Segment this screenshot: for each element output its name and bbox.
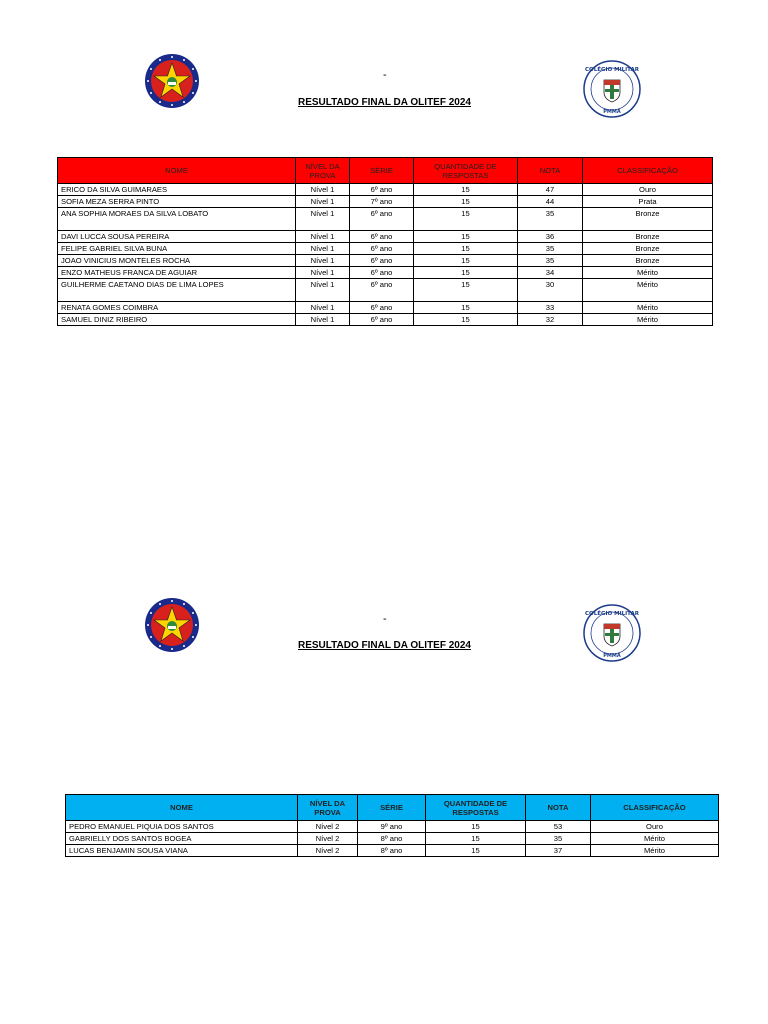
cell-serie: 6º ano: [350, 314, 414, 326]
cell-classificacao: Ouro: [583, 184, 713, 196]
header-nota: NOTA: [518, 158, 583, 184]
cell-classificacao: Mérito: [591, 833, 719, 845]
cell-nivel: Nível 1: [296, 314, 350, 326]
cell-nome: DAVI LUCCA SOUSA PEREIRA: [58, 231, 296, 243]
cell-classificacao: Bronze: [583, 255, 713, 267]
cell-quantidade: 15: [414, 231, 518, 243]
cell-nota: 53: [526, 821, 591, 833]
cell-nome: FELIPE GABRIEL SILVA BUNA: [58, 243, 296, 255]
cell-nivel: Nível 1: [296, 196, 350, 208]
cell-nome: GABRIELLY DOS SANTOS BOGEA: [66, 833, 298, 845]
cell-nome: LUCAS BENJAMIN SOUSA VIANA: [66, 845, 298, 857]
table-row: [58, 255, 713, 267]
page-title: RESULTADO FINAL DA OLITEF 2024: [298, 97, 471, 108]
cell-quantidade: 15: [414, 279, 518, 302]
cell-serie: 6º ano: [350, 243, 414, 255]
cell-quantidade: 15: [414, 302, 518, 314]
table-header-row: [58, 158, 713, 184]
cell-nota: 34: [518, 267, 583, 279]
header-nome: NOME: [66, 795, 298, 821]
cell-nivel: Nível 1: [296, 302, 350, 314]
cell-classificacao: Ouro: [591, 821, 719, 833]
table-row: [66, 821, 719, 833]
table-header-row: [66, 795, 719, 821]
cell-nota: 37: [526, 845, 591, 857]
results-table-nivel-1: [57, 157, 713, 326]
cell-classificacao: Prata: [583, 196, 713, 208]
header-nota: NOTA: [526, 795, 591, 821]
cell-nota: 33: [518, 302, 583, 314]
cell-nota: 30: [518, 279, 583, 302]
cell-nivel: Nível 1: [296, 231, 350, 243]
cell-quantidade: 15: [414, 196, 518, 208]
cell-classificacao: Mérito: [583, 267, 713, 279]
cell-nivel: Nível 2: [298, 833, 358, 845]
header-classificacao: CLASSIFICAÇÃO: [591, 795, 719, 821]
cell-quantidade: 15: [426, 821, 526, 833]
cell-nota: 35: [518, 208, 583, 231]
cell-nome: SAMUEL DINIZ RIBEIRO: [58, 314, 296, 326]
table-row: [58, 208, 713, 231]
result-sheet-2: [0, 512, 768, 1024]
state-emblem-star-icon: [144, 597, 200, 653]
svg-text:PMMA: PMMA: [603, 109, 621, 115]
cell-quantidade: 15: [414, 184, 518, 196]
table-row: [58, 302, 713, 314]
table-row: [58, 184, 713, 196]
cell-nota: 44: [518, 196, 583, 208]
table-row: [58, 243, 713, 255]
state-emblem-star-icon: [144, 53, 200, 109]
cell-quantidade: 15: [414, 267, 518, 279]
cell-nivel: Nível 2: [298, 821, 358, 833]
cell-quantidade: 15: [426, 833, 526, 845]
table-row: [66, 833, 719, 845]
cell-serie: 6º ano: [350, 184, 414, 196]
cell-nivel: Nível 1: [296, 267, 350, 279]
separator-dash: -: [383, 69, 387, 81]
cell-nivel: Nível 1: [296, 255, 350, 267]
cell-nota: 35: [526, 833, 591, 845]
cell-quantidade: 15: [414, 243, 518, 255]
cell-quantidade: 15: [414, 208, 518, 231]
cell-serie: 6º ano: [350, 255, 414, 267]
cell-serie: 6º ano: [350, 279, 414, 302]
cell-nota: 32: [518, 314, 583, 326]
cell-quantidade: 15: [414, 255, 518, 267]
table-row: [58, 279, 713, 302]
cell-classificacao: Mérito: [583, 314, 713, 326]
cell-nota: 35: [518, 255, 583, 267]
cell-nome: SOFIA MEZA SERRA PINTO: [58, 196, 296, 208]
colegio-militar-seal-icon: [583, 60, 641, 118]
table-row: [66, 845, 719, 857]
header-nivel: NÍVEL DA PROVA: [298, 795, 358, 821]
header-quantidade: QUANTIDADE DE RESPOSTAS: [426, 795, 526, 821]
cell-nivel: Nível 1: [296, 279, 350, 302]
svg-text:COLÉGIO MILITAR: COLÉGIO MILITAR: [584, 67, 640, 73]
header-classificacao: CLASSIFICAÇÃO: [583, 158, 713, 184]
cell-serie: 8º ano: [358, 833, 426, 845]
cell-nivel: Nível 1: [296, 243, 350, 255]
cell-nome: GUILHERME CAETANO DIAS DE LIMA LOPES: [58, 279, 296, 302]
table-row: [58, 267, 713, 279]
header-serie: SÉRIE: [350, 158, 414, 184]
cell-serie: 7º ano: [350, 196, 414, 208]
cell-nome: ERICO DA SILVA GUIMARAES: [58, 184, 296, 196]
cell-serie: 6º ano: [350, 208, 414, 231]
cell-serie: 9º ano: [358, 821, 426, 833]
separator-dash: -: [383, 613, 387, 625]
colegio-militar-seal-icon: [583, 604, 641, 662]
cell-classificacao: Bronze: [583, 231, 713, 243]
header-quantidade: QUANTIDADE DE RESPOSTAS: [414, 158, 518, 184]
cell-nota: 35: [518, 243, 583, 255]
header-nome: NOME: [58, 158, 296, 184]
cell-nome: ENZO MATHEUS FRANCA DE AGUIAR: [58, 267, 296, 279]
cell-serie: 6º ano: [350, 267, 414, 279]
cell-nome: RENATA GOMES COIMBRA: [58, 302, 296, 314]
cell-classificacao: Mérito: [591, 845, 719, 857]
table-row: [58, 196, 713, 208]
table-row: [58, 314, 713, 326]
svg-text:PMMA: PMMA: [603, 653, 621, 659]
cell-quantidade: 15: [414, 314, 518, 326]
cell-classificacao: Mérito: [583, 302, 713, 314]
cell-nivel: Nível 2: [298, 845, 358, 857]
cell-nota: 36: [518, 231, 583, 243]
page-title: RESULTADO FINAL DA OLITEF 2024: [298, 640, 471, 651]
header-nivel: NÍVEL DA PROVA: [296, 158, 350, 184]
cell-serie: 6º ano: [350, 231, 414, 243]
cell-nivel: Nível 1: [296, 184, 350, 196]
cell-classificacao: Bronze: [583, 243, 713, 255]
cell-classificacao: Mérito: [583, 279, 713, 302]
results-table-nivel-2: [65, 794, 719, 857]
cell-nome: JOAO VINICIUS MONTELES ROCHA: [58, 255, 296, 267]
cell-quantidade: 15: [426, 845, 526, 857]
cell-classificacao: Bronze: [583, 208, 713, 231]
svg-text:COLÉGIO MILITAR: COLÉGIO MILITAR: [584, 611, 640, 617]
cell-nivel: Nível 1: [296, 208, 350, 231]
cell-nome: PEDRO EMANUEL PIQUIA DOS SANTOS: [66, 821, 298, 833]
cell-serie: 6º ano: [350, 302, 414, 314]
header-serie: SÉRIE: [358, 795, 426, 821]
cell-serie: 8º ano: [358, 845, 426, 857]
table-row: [58, 231, 713, 243]
cell-nota: 47: [518, 184, 583, 196]
cell-nome: ANA SOPHIA MORAES DA SILVA LOBATO: [58, 208, 296, 231]
